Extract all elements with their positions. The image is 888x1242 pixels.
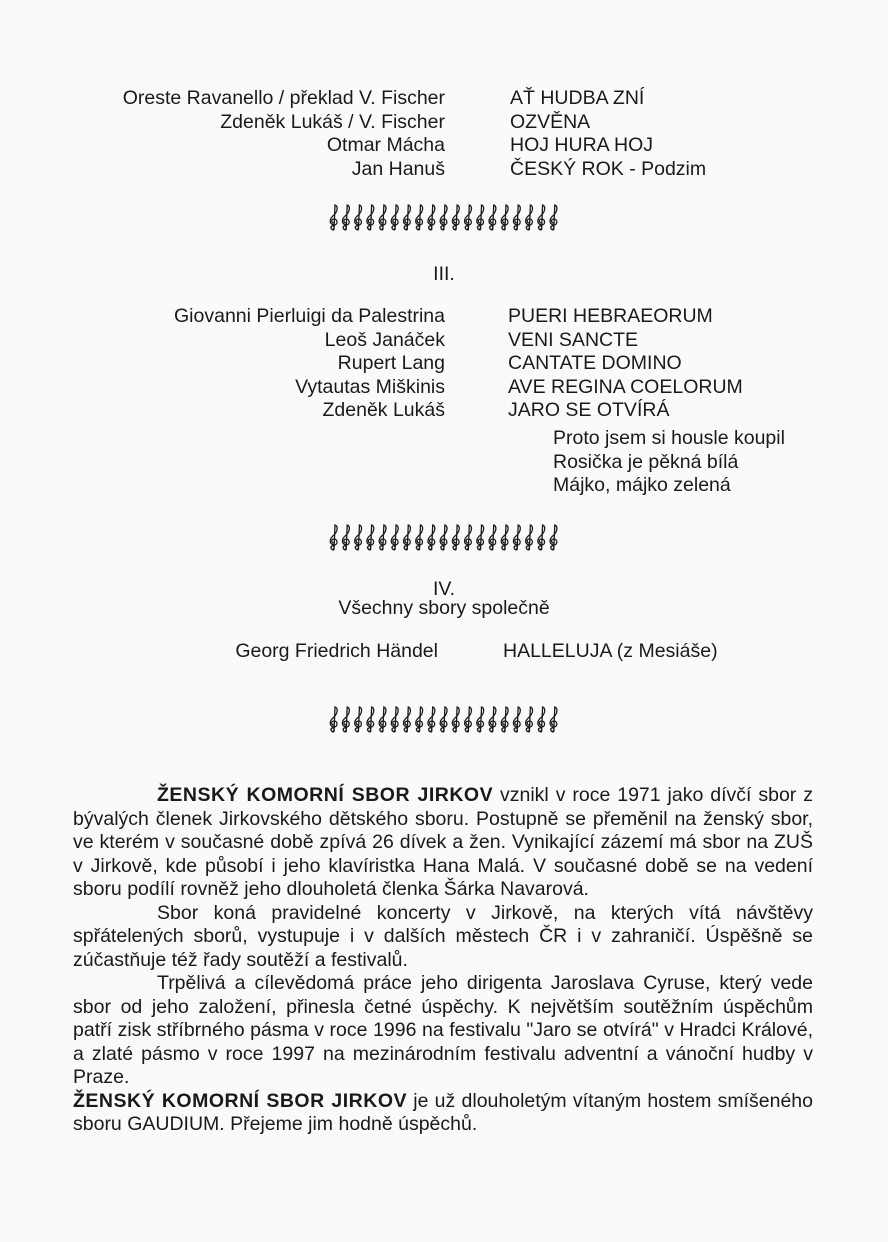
- treble-clef-row-icon: [326, 705, 558, 735]
- treble-clef-icon: [330, 205, 337, 230]
- treble-clef-icon: [526, 707, 533, 732]
- paragraph: Sbor koná pravidelné koncerty v Jirkově, na kterých vítá návštěvy spřátelených sborů, vystupuje i v dalších městech ČR i v zahraničí. Úspěšně se zúčastňuje též řady soutěží a festivalů.: [73, 901, 813, 971]
- treble-clef-icon: [416, 707, 423, 732]
- treble-clef-icon: [391, 707, 398, 732]
- treble-clef-icon: [428, 525, 435, 550]
- composer-name: Giovanni Pierluigi da Palestrina: [174, 305, 445, 327]
- treble-clef-icon: [391, 525, 398, 550]
- treble-clef-icon: [355, 205, 362, 230]
- treble-clef-icon: [440, 525, 447, 550]
- treble-clef-icon: [379, 525, 386, 550]
- treble-clef-icon: [342, 525, 349, 550]
- treble-clef-icon: [428, 205, 435, 230]
- work-title: OZVĚNA: [510, 110, 591, 133]
- paragraph: Trpělivá a cílevědomá práce jeho dirigenta Jaroslava Cyruse, který vede sbor od jeho založení, přinesla četné úspěchy. K největším soutěžním úspěchům patří zisk stříbrného pásma v roce 1996 na festivalu "Jaro se otvírá" v Hradci Králové, a zlaté pásmo v roce 1997 na mezinárodním festivalu adventní a vánoční hudby v Praze.: [73, 972, 813, 1088]
- work-title: CANTATE DOMINO: [508, 352, 682, 374]
- treble-clef-icon: [452, 525, 459, 550]
- treble-clef-icon: [513, 707, 520, 732]
- treble-clef-icon: [550, 205, 557, 230]
- treble-clef-icon: [404, 205, 411, 230]
- treble-clef-icon: [367, 205, 374, 230]
- treble-clef-icon: [379, 205, 386, 230]
- treble-clef-icon: [477, 707, 484, 732]
- section3-works: [508, 305, 743, 423]
- composer-name: Otmar Mácha: [326, 134, 445, 156]
- section3-composers: [174, 305, 445, 423]
- treble-clef-icon: [367, 707, 374, 732]
- composer-name: Rupert Lang: [337, 352, 445, 374]
- work-title: JARO SE OTVÍRÁ: [508, 399, 670, 421]
- paragraph: [73, 784, 813, 902]
- treble-clef-icon: [513, 525, 520, 550]
- subwork-title: Proto jsem si housle koupil: [553, 427, 785, 449]
- work-title: AŤ HUDBA ZNÍ: [510, 87, 645, 109]
- treble-clef-icon: [416, 205, 423, 230]
- treble-clef-row-icon: [326, 203, 558, 233]
- treble-clef-icon: [404, 707, 411, 732]
- treble-clef-icon: [526, 525, 533, 550]
- work-title: PUERI HEBRAEORUM: [508, 305, 713, 327]
- section4-heading: IV.: [432, 578, 456, 600]
- treble-clef-icon: [489, 707, 496, 732]
- composer-name: Leoš Janáček: [324, 328, 445, 351]
- section2-works: [510, 87, 706, 181]
- treble-clef-icon: [379, 707, 386, 732]
- treble-clef-icon: [489, 525, 496, 550]
- composer-name: Jan Hanuš: [351, 157, 445, 180]
- work-title: VENI SANCTE: [508, 328, 639, 351]
- treble-clef-icon: [404, 525, 411, 550]
- treble-clef-icon: [538, 205, 545, 230]
- treble-clef-icon: [550, 707, 557, 732]
- work-title: HOJ HURA HOJ: [510, 134, 654, 156]
- section4-work: HALLELUJA (z Mesiáše): [503, 640, 718, 662]
- treble-clef-icon: [501, 707, 508, 732]
- treble-clef-icon: [513, 205, 520, 230]
- choir-name: ŽENSKÝ KOMORNÍ SBOR JIRKOV: [157, 784, 494, 806]
- work-title: AVE REGINA COELORUM: [508, 375, 743, 398]
- treble-clef-icon: [538, 707, 545, 732]
- composer-name: Vytautas Miškinis: [295, 375, 445, 398]
- composer-name: Zdeněk Lukáš / V. Fischer: [220, 110, 445, 133]
- treble-clef-icon: [440, 205, 447, 230]
- composer-name: Oreste Ravanello / překlad V. Fischer: [122, 87, 445, 109]
- treble-clef-icon: [428, 707, 435, 732]
- treble-clef-icon: [465, 707, 472, 732]
- treble-clef-icon: [330, 525, 337, 550]
- treble-clef-icon: [355, 707, 362, 732]
- section3-heading: III.: [433, 263, 455, 285]
- choir-description: [73, 784, 813, 1137]
- treble-clef-icon: [526, 205, 533, 230]
- treble-clef-icon: [489, 205, 496, 230]
- treble-clef-icon: [342, 707, 349, 732]
- treble-clef-icon: [330, 707, 337, 732]
- treble-clef-icon: [550, 525, 557, 550]
- paragraph: [73, 1090, 813, 1137]
- treble-clef-icon: [440, 707, 447, 732]
- section2-composers: [123, 87, 445, 181]
- work-title: ČESKÝ ROK - Podzim: [510, 157, 707, 180]
- treble-clef-icon: [342, 205, 349, 230]
- treble-clef-icon: [452, 205, 459, 230]
- choir-name: ŽENSKÝ KOMORNÍ SBOR JIRKOV: [73, 1089, 408, 1112]
- section4-subheading: Všechny sbory společně: [338, 597, 550, 619]
- section3-subworks: [553, 427, 785, 498]
- subwork-title: Májko, májko zelená: [553, 474, 731, 496]
- treble-clef-icon: [538, 525, 545, 550]
- treble-clef-icon: [477, 525, 484, 550]
- treble-clef-icon: [391, 205, 398, 230]
- treble-clef-icon: [477, 205, 484, 230]
- treble-clef-row-icon: [326, 523, 558, 553]
- composer-name: Zdeněk Lukáš: [322, 399, 445, 421]
- subwork-title: Rosička je pěkná bílá: [553, 450, 739, 473]
- treble-clef-icon: [452, 707, 459, 732]
- treble-clef-icon: [501, 525, 508, 550]
- treble-clef-icon: [465, 525, 472, 550]
- section4-composer: Georg Friedrich Händel: [235, 640, 438, 662]
- treble-clef-icon: [355, 525, 362, 550]
- paragraph-text: vznikl v roce 1971 jako dívčí sbor z bývalých členek Jirkovského dětského sboru. Postupně se přeměnil na ženský sbor, ve kterém v současné době zpívá 26 dívek a žen. Vynikající zázemí má sbor na ZUŠ v Jirkově, kde působí i jeho klavíristka Hana Malá. V současné době se na vedení sboru podílí rovněž jeho dlouholetá členka Šárka Navarová.: [73, 784, 813, 900]
- treble-clef-icon: [416, 525, 423, 550]
- treble-clef-icon: [501, 205, 508, 230]
- treble-clef-icon: [465, 205, 472, 230]
- paragraph-text: je už dlouholetým vítaným hostem smíšeného sboru GAUDIUM. Přejeme jim hodně úspěchů.: [73, 1089, 813, 1135]
- treble-clef-icon: [367, 525, 374, 550]
